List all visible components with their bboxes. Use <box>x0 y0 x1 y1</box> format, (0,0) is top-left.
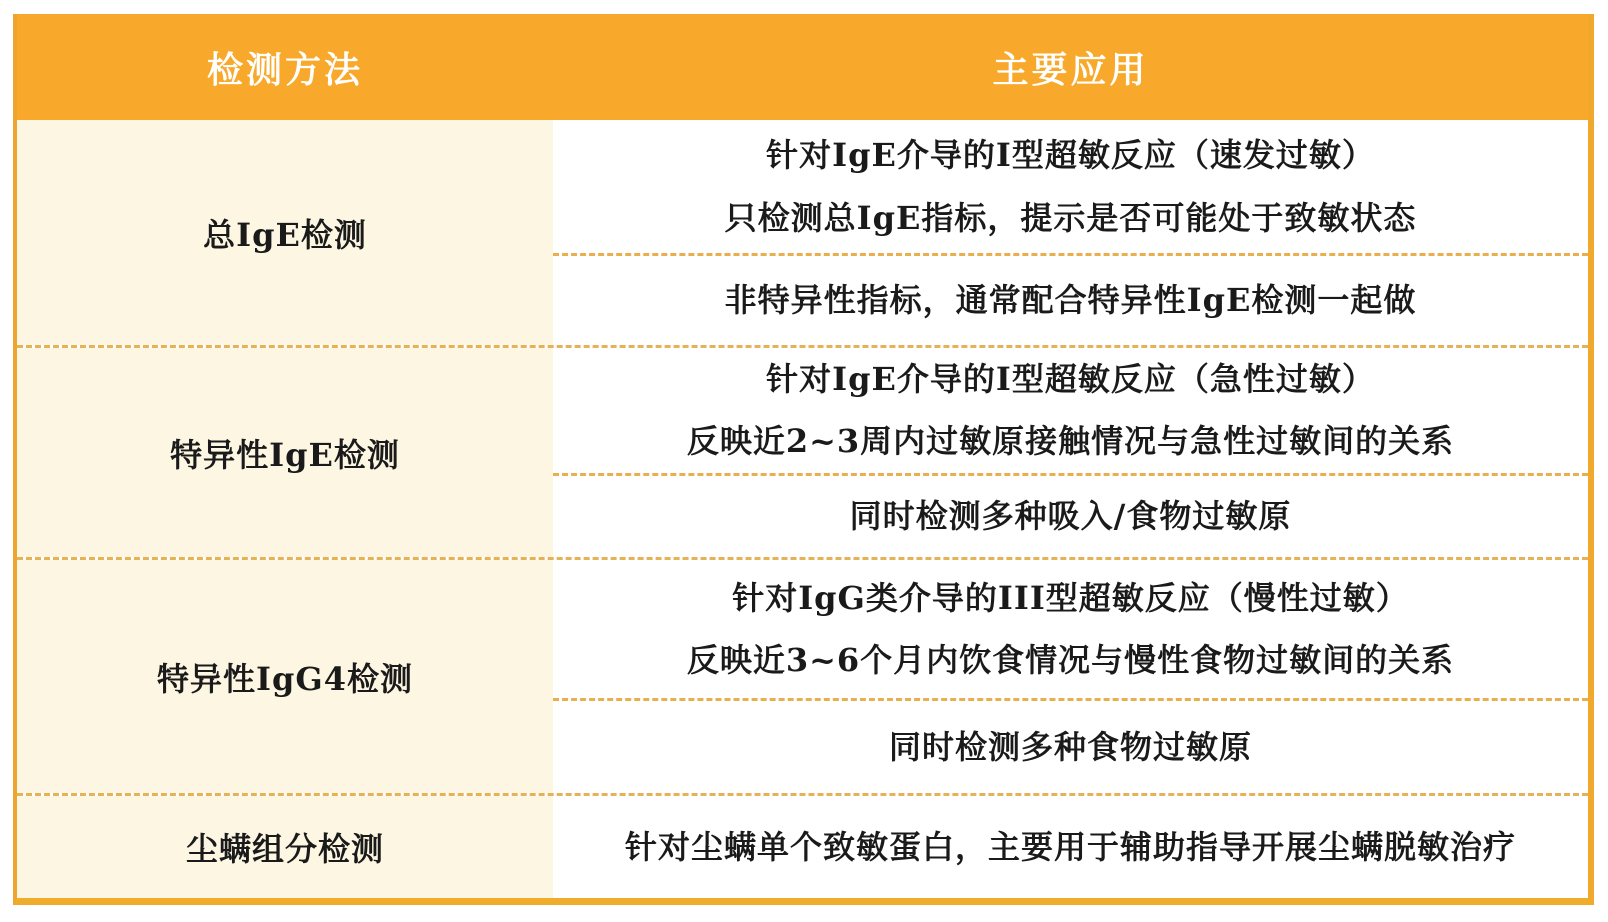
application-subrow <box>553 560 1588 698</box>
application-text: 针对IgE介导的I型超敏反应（速发过敏） <box>766 136 1375 175</box>
method-cell: 总IgE检测 <box>17 120 553 345</box>
application-text: 针对IgG类介导的III型超敏反应（慢性过敏） <box>732 578 1409 617</box>
allergy-test-methods-table <box>13 14 1594 905</box>
application-text: 反映近2~3周内过敏原接触情况与急性过敏间的关系 <box>686 422 1455 461</box>
method-cell: 特异性IgE检测 <box>17 348 553 557</box>
table-row <box>17 120 1588 345</box>
application-subrow <box>553 348 1588 473</box>
application-subrow <box>553 120 1588 253</box>
application-cell <box>553 796 1588 898</box>
column-header-method: 检测方法 <box>206 48 363 91</box>
table-row <box>17 557 1588 793</box>
method-cell: 特异性IgG4检测 <box>17 560 553 793</box>
application-text: 同时检测多种食物过敏原 <box>888 727 1252 766</box>
application-text: 针对尘螨单个致敏蛋白，主要用于辅助指导开展尘螨脱敏治疗 <box>624 827 1516 866</box>
application-subrow <box>553 473 1588 557</box>
application-text: 非特异性指标，通常配合特异性IgE检测一起做 <box>724 281 1417 320</box>
application-text: 只检测总IgE指标，提示是否可能处于致敏状态 <box>724 198 1417 237</box>
application-subrow <box>553 253 1588 345</box>
application-subrow <box>553 698 1588 793</box>
application-subrow <box>553 796 1588 898</box>
table-row <box>17 793 1588 898</box>
application-text: 针对IgE介导的I型超敏反应（急性过敏） <box>766 360 1375 398</box>
method-cell: 尘螨组分检测 <box>17 796 553 898</box>
table-row <box>17 345 1588 557</box>
application-cell <box>553 348 1588 557</box>
column-header-application: 主要应用 <box>992 48 1149 91</box>
application-cell <box>553 120 1588 345</box>
application-text: 反映近3~6个月内饮食情况与慢性食物过敏间的关系 <box>686 641 1455 679</box>
table-header-row <box>17 14 1588 120</box>
application-cell <box>553 560 1588 793</box>
application-text: 同时检测多种吸入/食物过敏原 <box>849 497 1292 536</box>
